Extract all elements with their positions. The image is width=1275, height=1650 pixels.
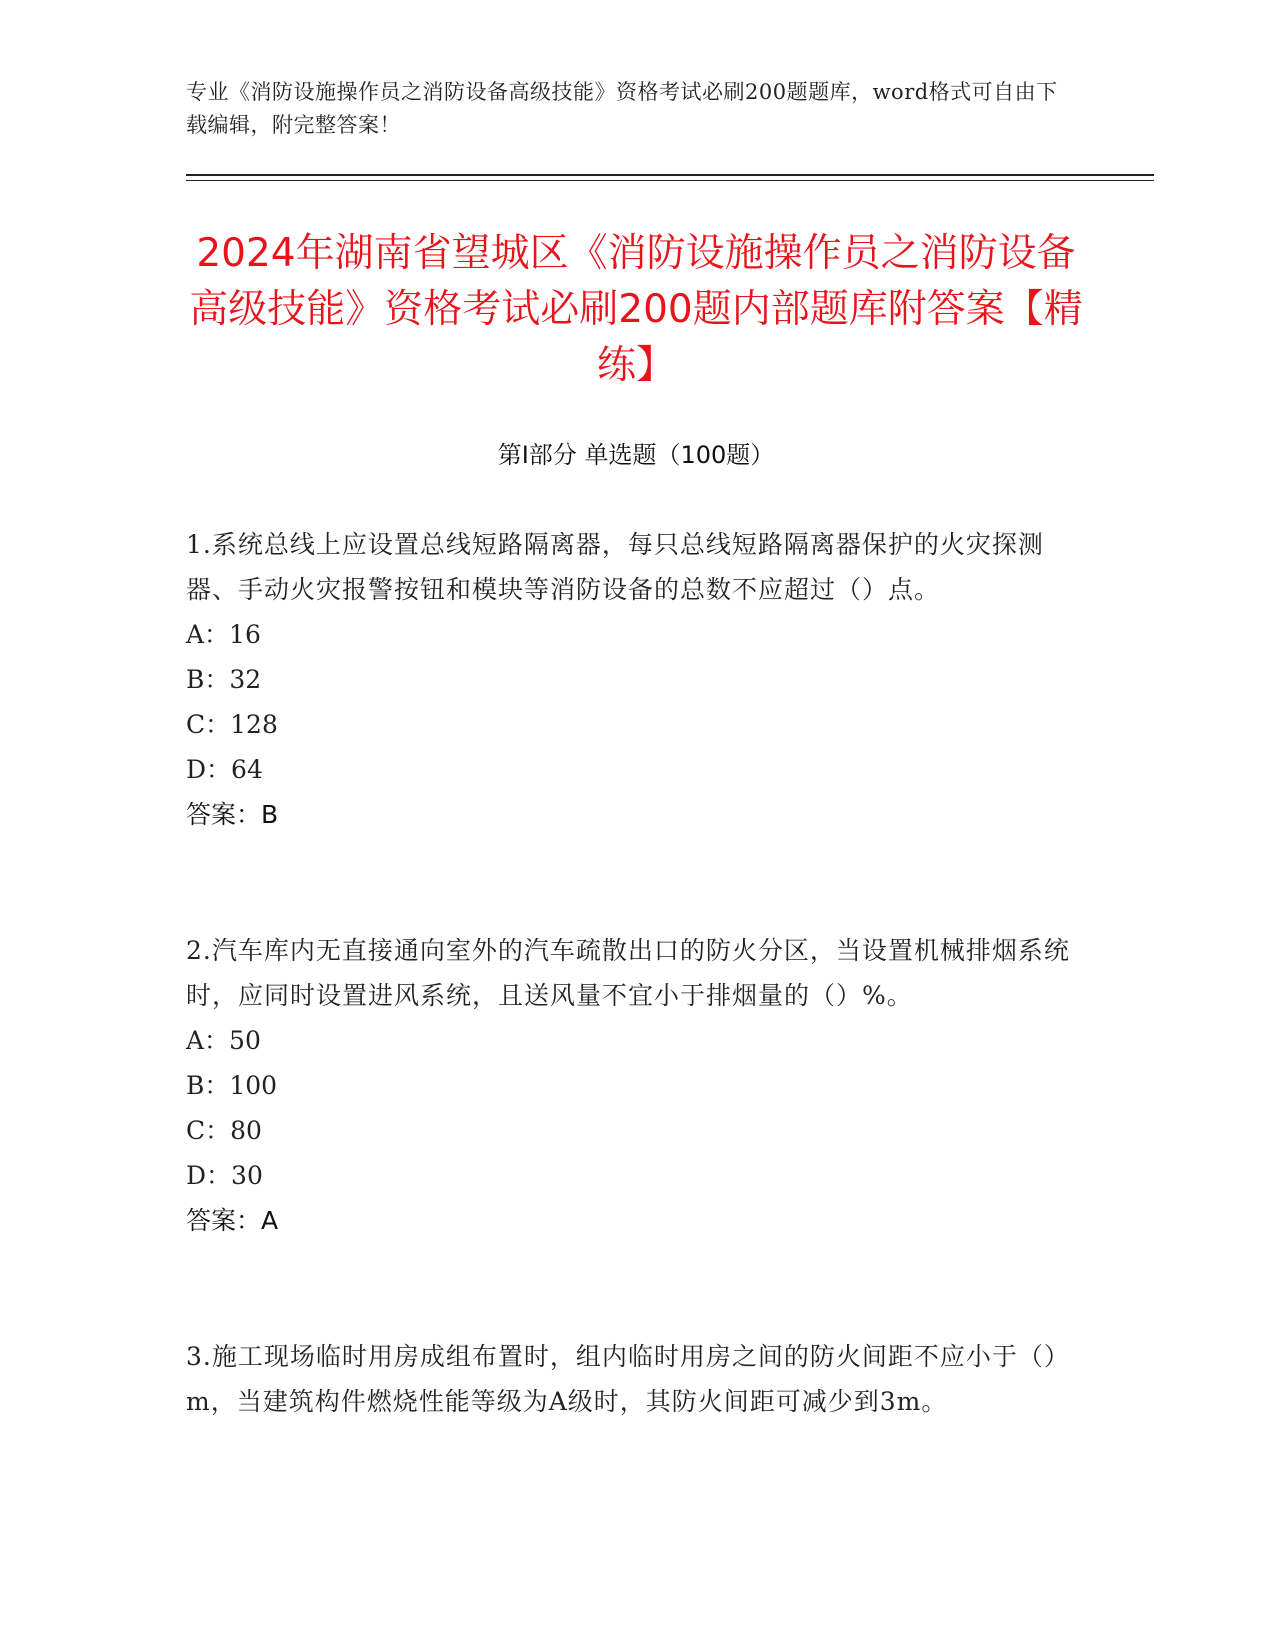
option-a: A：16 xyxy=(186,620,261,649)
header-divider-thin xyxy=(186,180,1154,181)
answer: 答案：A xyxy=(186,1206,279,1235)
option-c: C：80 xyxy=(186,1116,262,1145)
option-c: C：128 xyxy=(186,710,278,739)
question-2 xyxy=(186,928,1076,1243)
option-a: A：50 xyxy=(186,1026,261,1055)
answer: 答案：B xyxy=(186,800,279,829)
option-b: B：32 xyxy=(186,665,262,694)
question-3 xyxy=(186,1334,1076,1424)
option-d: D：64 xyxy=(186,755,263,784)
option-d: D：30 xyxy=(186,1161,263,1190)
header-note: 专业《消防设施操作员之消防设备高级技能》资格考试必刷200题题库，word格式可自由下载编辑，附完整答案！ xyxy=(186,80,1058,137)
question-stem: 1.系统总线上应设置总线短路隔离器，每只总线短路隔离器保护的火灾探测器、手动火灾报警按钮和模块等消防设备的总数不应超过（）点。 xyxy=(186,530,1044,604)
document-title: 2024年湖南省望城区《消防设施操作员之消防设备高级技能》资格考试必刷200题内部题库附答案【精练】 xyxy=(189,231,1083,388)
question-stem: 2.汽车库内无直接通向室外的汽车疏散出口的防火分区，当设置机械排烟系统时，应同时设置进风系统，且送风量不宜小于排烟量的（）%。 xyxy=(186,936,1070,1010)
section-title: 第I部分 单选题（100题） xyxy=(497,441,775,469)
question-stem: 3.施工现场临时用房成组布置时，组内临时用房之间的防火间距不应小于（）m，当建筑构件燃烧性能等级为A级时，其防火间距可减少到3m。 xyxy=(186,1342,1070,1416)
option-b: B：100 xyxy=(186,1071,278,1100)
question-1 xyxy=(186,522,1076,837)
header-divider-thick xyxy=(186,174,1154,176)
